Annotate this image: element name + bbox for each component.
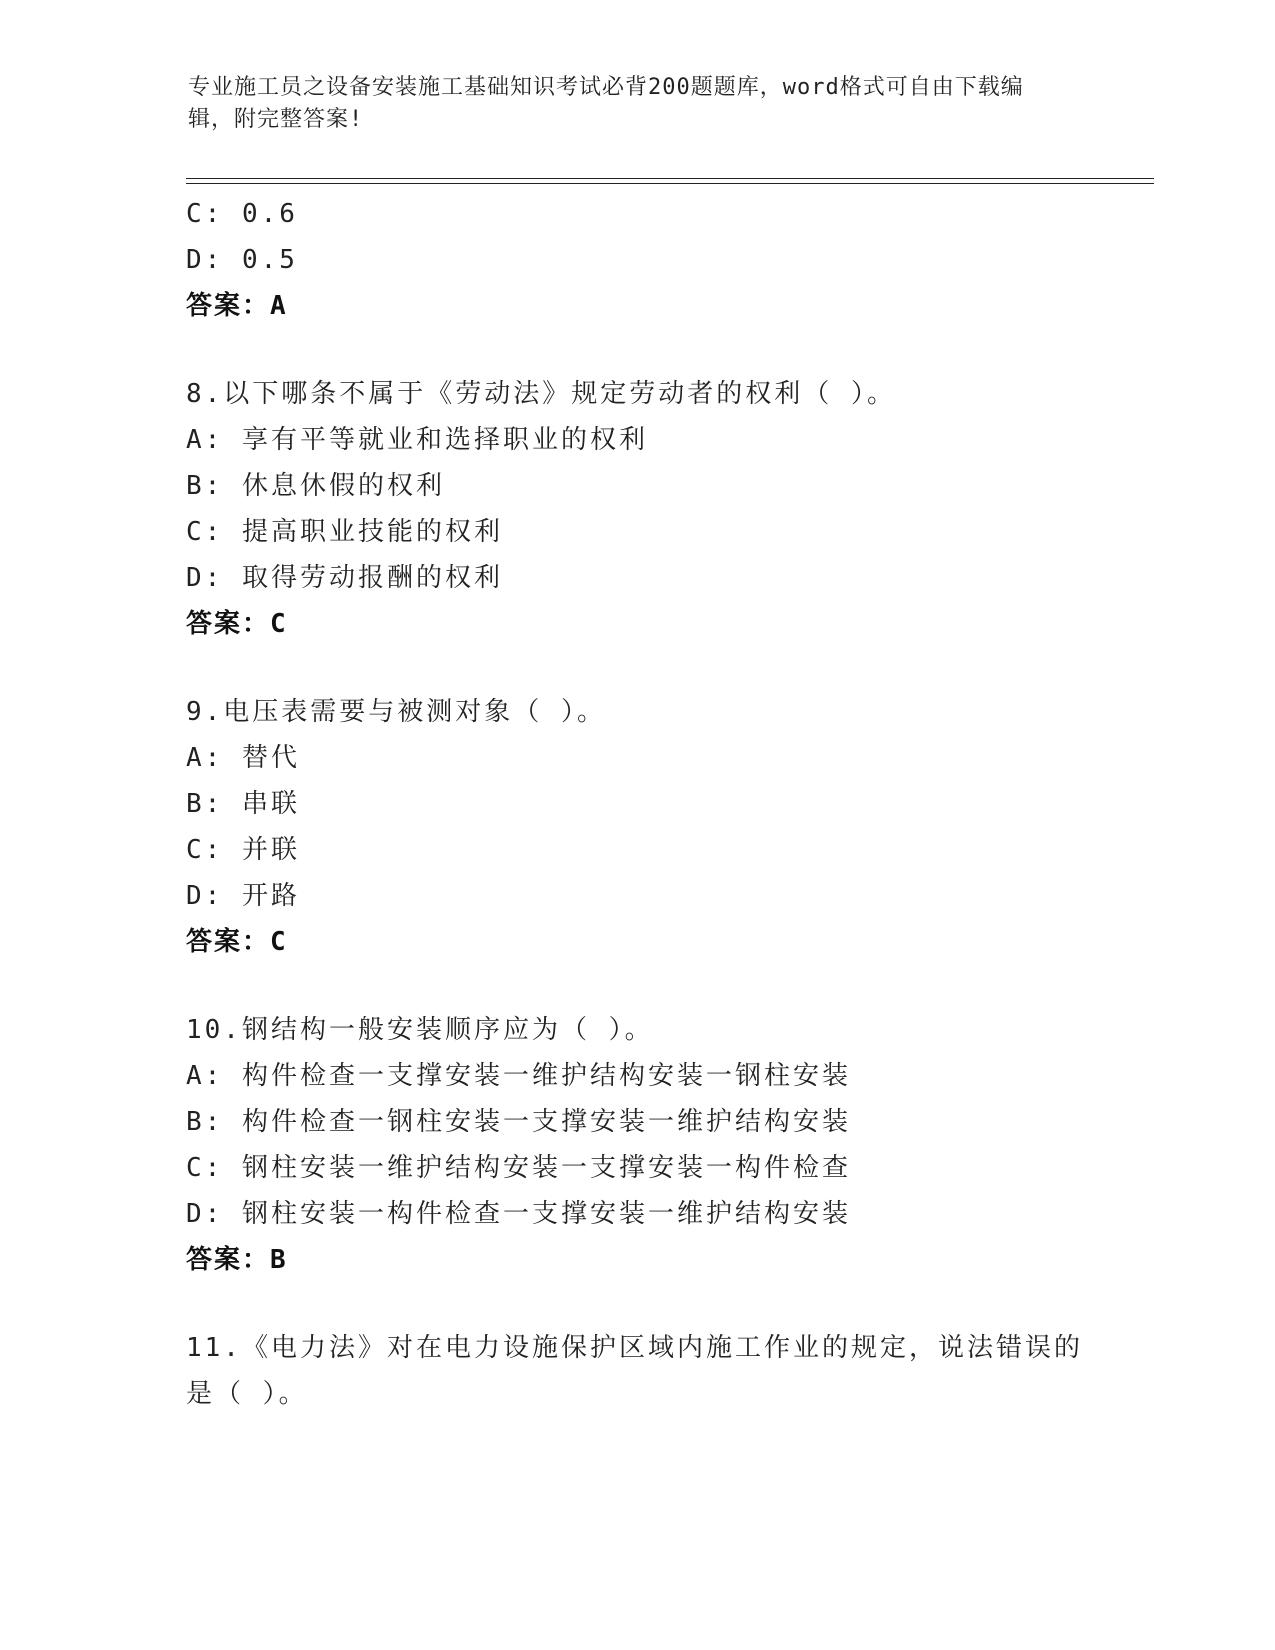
answer-line: 答案：B [186,1245,288,1275]
option-d: D: 钢柱安装一构件检查一支撑安装一维护结构安装 [186,1199,851,1229]
option-b: B: 构件检查一钢柱安装一支撑安装一维护结构安装 [186,1107,851,1137]
document-body [186,191,1086,1417]
option-a: A: 享有平等就业和选择职业的权利 [186,425,648,455]
answer-line: 答案：A [186,291,288,321]
option-d: D: 取得劳动报酬的权利 [186,563,503,593]
option-a: A: 替代 [186,743,300,773]
question-9 [186,689,1086,965]
option-d: D: 0.5 [186,245,298,275]
option-b: B: 串联 [186,789,300,819]
spacer [186,1283,1086,1325]
document-header: 专业施工员之设备安装施工基础知识考试必背200题题库，word格式可自由下载编辑，附完整答案! [188,75,1024,132]
question-11 [186,1325,1086,1417]
spacer [186,647,1086,689]
option-c: C: 钢柱安装一维护结构安装一支撑安装一构件检查 [186,1153,851,1183]
option-c: C: 提高职业技能的权利 [186,517,503,547]
question-10 [186,1007,1086,1283]
option-c: C: 0.6 [186,199,298,229]
question-7-tail [186,191,1086,329]
question-stem-line-2: 是（ ）。 [186,1379,308,1409]
question-stem: 10.钢结构一般安装顺序应为（ ）。 [186,1015,654,1045]
option-b: B: 休息休假的权利 [186,471,445,501]
answer-line: 答案：C [186,927,288,957]
spacer [186,965,1086,1007]
header-rule-bottom [186,183,1154,184]
question-8 [186,371,1086,647]
question-stem: 9.电压表需要与被测对象（ ）。 [186,697,606,727]
question-stem-line-1: 11.《电力法》对在电力设施保护区域内施工作业的规定，说法错误的 [186,1333,1083,1363]
option-a: A: 构件检查一支撑安装一维护结构安装一钢柱安装 [186,1061,851,1091]
option-c: C: 并联 [186,835,300,865]
answer-line: 答案：C [186,609,288,639]
question-stem: 8.以下哪条不属于《劳动法》规定劳动者的权利（ ）。 [186,379,896,409]
spacer [186,329,1086,371]
header-rule-top [186,178,1154,179]
option-d: D: 开路 [186,881,300,911]
